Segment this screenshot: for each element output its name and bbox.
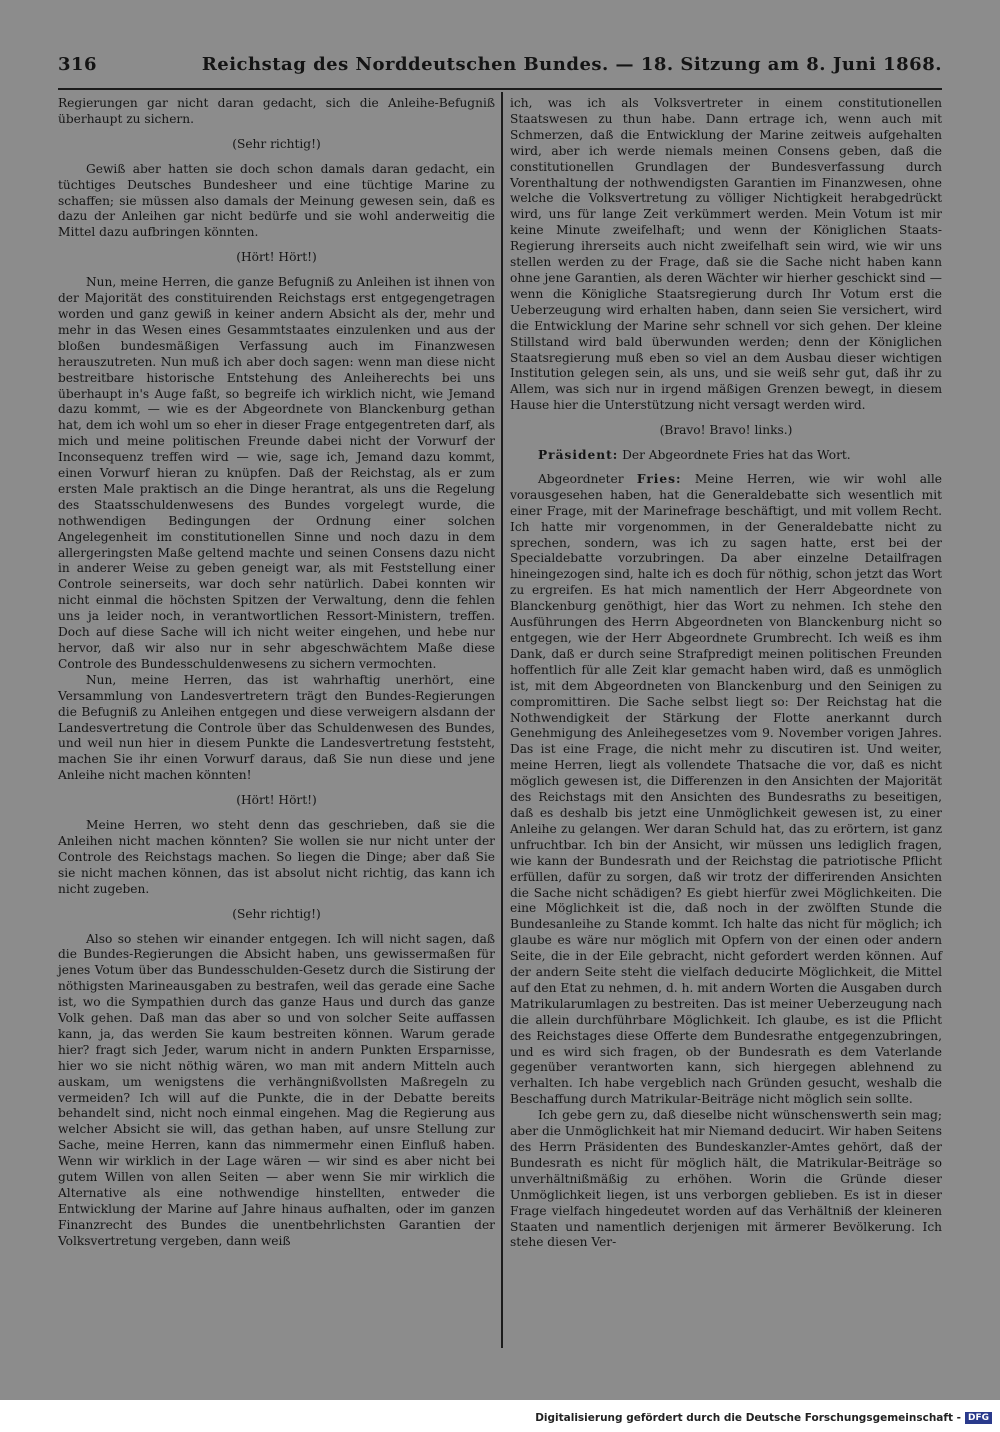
fries-paragraph-1: Meine Herren, wie wir wohl alle vorausgesehen haben, hat die Generaldebatte sich wesentlich mit einer Frage, mit der Marinefrage beschäftigt, und mit vollem Recht. Ich hatte mir vorgenommen, in der Generaldebatte nicht zu sprechen, sondern, was ich zu sagen hatte, erst bei der Specialdebatte vorzubringen. Da aber einzelne Detailfragen hineingezogen sind, halte ich es doch für nöthig, schon jetzt das Wort zu ergreifen. Es hat mich namentlich der Herr Abgeordnete von Blanckenburg genöthigt, hier das Wort zu nehmen. Ich stehe den Ausführungen des Herrn Abgeordneten von Blanckenburg nicht so entgegen, wie der Herr Abgeordnete Grumbrecht. Ich weiß es ihm Dank, daß er durch seine Strafpredigt meinen politischen Freunden hoffentlich für alle Zeit klar gemacht haben wird, daß es unmöglich ist, mit dem Abgeordneten von Blanckenburg und den Seinigen zu compromittiren. Die Sache selbst liegt so: Der Reichstag hat die Nothwendigkeit der Stärkung der Flotte anerkannt durch Genehmigung des Anleihegesetzes vom 9. November vorigen Jahres. Das ist eine Frage, die nicht mehr zu discutiren ist. Und weiter, meine Herren, liegt als vollendete Thatsache die vor, daß es nicht möglich gewesen ist, die Differenzen in den Ansichten der Majorität des Reichstags mit den Ansichten des Bundesraths zu beseitigen, daß es deshalb bis jetzt eine Unmöglichkeit gewesen ist, zu einer Anleihe zu gelangen. Wer daran Schuld hat, das zu erörtern, ist ganz unfruchtbar. Ich bin der Ansicht, wir müssen uns lediglich fragen, wie kann der Bundesrath und der Reichstag die patriotische Pflicht erfüllen, dafür zu sorgen, daß wir trotz der differirenden Ansichten die Sache nicht schädigen? Es giebt hierfür zwei Möglichkeiten. Die eine Möglichkeit ist die, daß noch in der zwölften Stunde die Bundesanleihe zu Stande kommt. Ich halte das nicht für möglich; ich glaube es wäre nur möglich mit Opfern von der einen oder andern Seite, die in der Eile gebracht, nicht gefordert werden können. Auf der andern Seite steht die vielfach deducirte Möglichkeit, die Mittel auf den Etat zu nehmen, d. h. mit andern Worten die Ausgaben durch Matrikularumlagen zu bestreiten. Das ist meiner Ueberzeugung nach die allein durchführbare Möglichkeit. Ich glaube, es ist die Pflicht des Reichstages diese Offerte dem Bundesrathe entgegenzubringen, und es wird sich fragen, ob der Bundesrath es dem Vaterlande gegenüber verantworten kann, sich hiergegen ablehnend zu verhalten. Ich habe vergeblich nach Gründen gesucht, weshalb die Beschaffung durch Matrikular-Beiträge nicht möglich sein sollte. xyxy=(510,471,943,1107)
dfg-logo: DFG xyxy=(965,1412,992,1424)
column-divider xyxy=(501,92,503,1348)
right-interjection-1: (Bravo! Bravo! links.) xyxy=(659,423,793,438)
left-paragraph-1: Regierungen gar nicht daran gedacht, sich die Anleihe-Befugniß überhaupt zu sichern. xyxy=(58,96,495,126)
president-text: Der Abgeordnete Fries hat das Wort. xyxy=(622,448,851,463)
page-header xyxy=(58,54,942,84)
footer-text: Digitalisierung gefördert durch die Deutsche Forschungsgemeinschaft - xyxy=(535,1412,961,1424)
left-paragraph-3: Nun, meine Herren, die ganze Befugniß zu Anleihen ist ihnen von der Majorität des constituirenden Reichstags erst entgegengetragen worden und ganz gewiß in keiner andern Absicht als der, mehr und mehr in das Wesen eines Gesammtstaates einzulenken und aus der bloßen bundesmäßigen Verfassung auch im Finanzwesen herauszutreten. Nun muß ich aber doch sagen: wenn man diese nicht bestreitbare historische Entstehung des Anleiherechts bei uns überhaupt in's Auge faßt, so begreife ich wirklich nicht, wie Jemand dazu kommt, — wie es der Abgeordnete von Blanckenburg gethan hat, dem ich wohl um so eher in dieser Frage entgegentreten darf, als mich und meine politischen Freunde dabei nicht der Vorwurf der Inconsequenz treffen wird — wie, sage ich, Jemand dazu kommt, einen Vorwurf hieran zu knüpfen. Daß der Reichstag, als er zum ersten Male praktisch an die Dinge herantrat, als uns die Regelung des Staatsschuldenwesens des Bundes vorgelegt wurde, die nothwendigen Bedingungen der Ordnung einer solchen Angelegenheit im constitutionellen Sinne und noch dazu in dem allergeringsten Maße geltend machte und seinen Consens dazu nicht in anderer Weise zu geben geneigt war, als mit Feststellung einer Controle seinerseits, war doch sehr natürlich. Dabei konnten wir nicht einmal die höchsten Spitzen der Verwaltung, denn die fehlen uns ja leider noch, in verantwortlichen Ressort-Ministern, treffen. Doch auf diese Sache will ich nicht weiter eingehen, und hebe nur hervor, daß wir also nur in sehr abgeschwächtem Maße diese Controle des Bundesschuldenwesens zu sichern vermochten. xyxy=(58,275,495,671)
fries-speech-start xyxy=(510,472,942,1108)
left-paragraph-2: Gewiß aber hatten sie doch schon damals daran gedacht, ein tüchtiges Deutsches Bundesheer und eine tüchtige Marine zu schaffen; sie müssen also damals der Meinung gewesen sein, daß es dazu der Anleihen gar nicht bedürfe und sie wohl anderweitig die Mittel dazu aufbringen könnten. xyxy=(58,161,495,240)
president-label: Präsident: xyxy=(538,448,619,463)
page-number: 316 xyxy=(58,54,98,75)
president-statement xyxy=(510,448,942,464)
left-interjection-4: (Sehr richtig!) xyxy=(232,906,321,921)
digitization-footer xyxy=(535,1412,992,1424)
header-rule xyxy=(58,88,942,90)
left-paragraph-4: Nun, meine Herren, das ist wahrhaftig unerhört, eine Versammlung von Landesvertretern trägt den Bundes-Regierungen die Befugniß zu Anleihen entgegen und diese verweigern alsdann der Landesvertretung die Controle über das Schuldenwesen des Bundes, und weil nun hier in diesem Punkte die Landesvertretung feststeht, machen Sie ihr einen Vorwurf daraus, daß Sie nun diese und jene Anleihe nicht machen könnten! xyxy=(58,672,495,783)
fries-intro: Abgeordneter xyxy=(538,471,624,486)
left-paragraph-5: Meine Herren, wo steht denn das geschrieben, daß sie die Anleihen nicht machen könnten? Sie wollen sie nur nicht unter der Controle des Reichstags machen. So liegen die Dinge; aber daß Sie sie nicht machen können, das ist absolut nicht richtig, das kann ich nicht zugeben. xyxy=(58,818,495,896)
right-paragraph-1: ich, was ich als Volksvertreter in einem constitutionellen Staatswesen zu thun habe. Dann ertrage ich, wenn auch mit Schmerzen, daß die Entwicklung der Marine zeitweis aufgehalten wird, aber ich werde niemals meinen Consens geben, daß die constitutionellen Grundlagen der Bundesverfassung durch Vorenthaltung der nothwendigsten Garantien im Finanzwesen, ohne welche die Volksvertretung zu völliger Nichtigkeit herabgedrückt wird, uns für lange Zeit verkümmert werden. Mein Votum ist mir keine Minute zweifelhaft; und wenn der Königlichen Staats-Regierung ihrerseits auch nicht zweifelhaft sein wird, wie wir uns stellen werden zu der Frage, daß sie die Sache nicht haben kann ohne jene Garantien, als deren Wächter wir hierher geschickt sind — wenn die Königliche Staatsregierung durch Ihr Votum erst die Ueberzeugung wird erhalten haben, dann seien Sie versichert, wird die Entwicklung der Marine sehr schnell vor sich gehen. Der kleine Stillstand wird bald überwunden werden; denn der Königlichen Staatsregierung muß eben so viel an dem Ausbau dieser wichtigen Institution gelegen sein, als uns, und sie weiß sehr gut, daß ihr zu Allem, was sich nur in irgend mäßigen Grenzen bewegt, in diesem Hause hier die Unterstützung nicht versagt werden wird. xyxy=(510,96,942,413)
left-interjection-3: (Hört! Hört!) xyxy=(236,793,317,808)
fries-paragraph-2: Ich gebe gern zu, daß dieselbe nicht wünschenswerth sein mag; aber die Unmöglichkeit hat mir Niemand deducirt. Wir haben Seitens des Herrn Präsidenten des Bundeskanzler-Amtes gehört, daß der Bundesrath es nicht für möglich hält, die Matrikular-Beiträge so unverhältnißmäßig zu erhöhen. Worin die Gründe dieser Unmöglichkeit liegen, ist uns verborgen geblieben. Es ist in dieser Frage vielfach hingedeutet worden auf das Verhältniß der kleineren Staaten und namentlich derjenigen mit ärmerer Bevölkerung. Ich stehe diesen Ver- xyxy=(510,1108,942,1250)
left-interjection-1: (Sehr richtig!) xyxy=(232,136,321,151)
right-column xyxy=(510,96,942,1251)
left-column xyxy=(58,96,495,1250)
fries-name: Fries: xyxy=(636,471,682,486)
left-interjection-2: (Hört! Hört!) xyxy=(236,250,317,265)
left-paragraph-6: Also so stehen wir einander entgegen. Ich will nicht sagen, daß die Bundes-Regierungen die Absicht haben, uns gewissermaßen für jenes Votum über das Bundesschulden-Gesetz durch die Sistirung der nöthigsten Marineausgaben zu bestrafen, weil das gerade eine Sache ist, wo die Sympathien durch das ganze Haus und durch das ganze Volk gehen. Daß man das aber so und von solcher Seite auffassen kann, ja, das werden Sie kaum bestreiten können. Warum gerade hier? fragt sich Jeder, warum nicht in andern Punkten Ersparnisse, hier wo sie nicht nöthig wären, wo man mit andern Mitteln auch auskam, um wenigstens die verhängnißvollsten Maßregeln zu vermeiden? Ich will auf die Punkte, die in der Debatte bereits behandelt sind, nicht noch einmal eingehen. Mag die Regierung aus welcher Absicht sie will, das gethan haben, auf unsre Stellung zur Sache, meine Herren, kann das nimmermehr einen Einfluß haben. Wenn wir wirklich in der Lage wären — wir sind es aber nicht bei gutem Willen von allen Seiten — aber wenn Sie mir wirklich die Alternative als eine nothwendige hinstellten, entweder die Entwicklung der Marine auf Jahre hinaus aufhalten, oder im ganzen Finanzrecht des Bundes die unentbehrlichsten Garantien der Volksvertretung vergeben, dann weiß xyxy=(58,931,495,1248)
running-title: Reichstag des Norddeutschen Bundes. — 18. Sitzung am 8. Juni 1868. xyxy=(201,54,942,75)
